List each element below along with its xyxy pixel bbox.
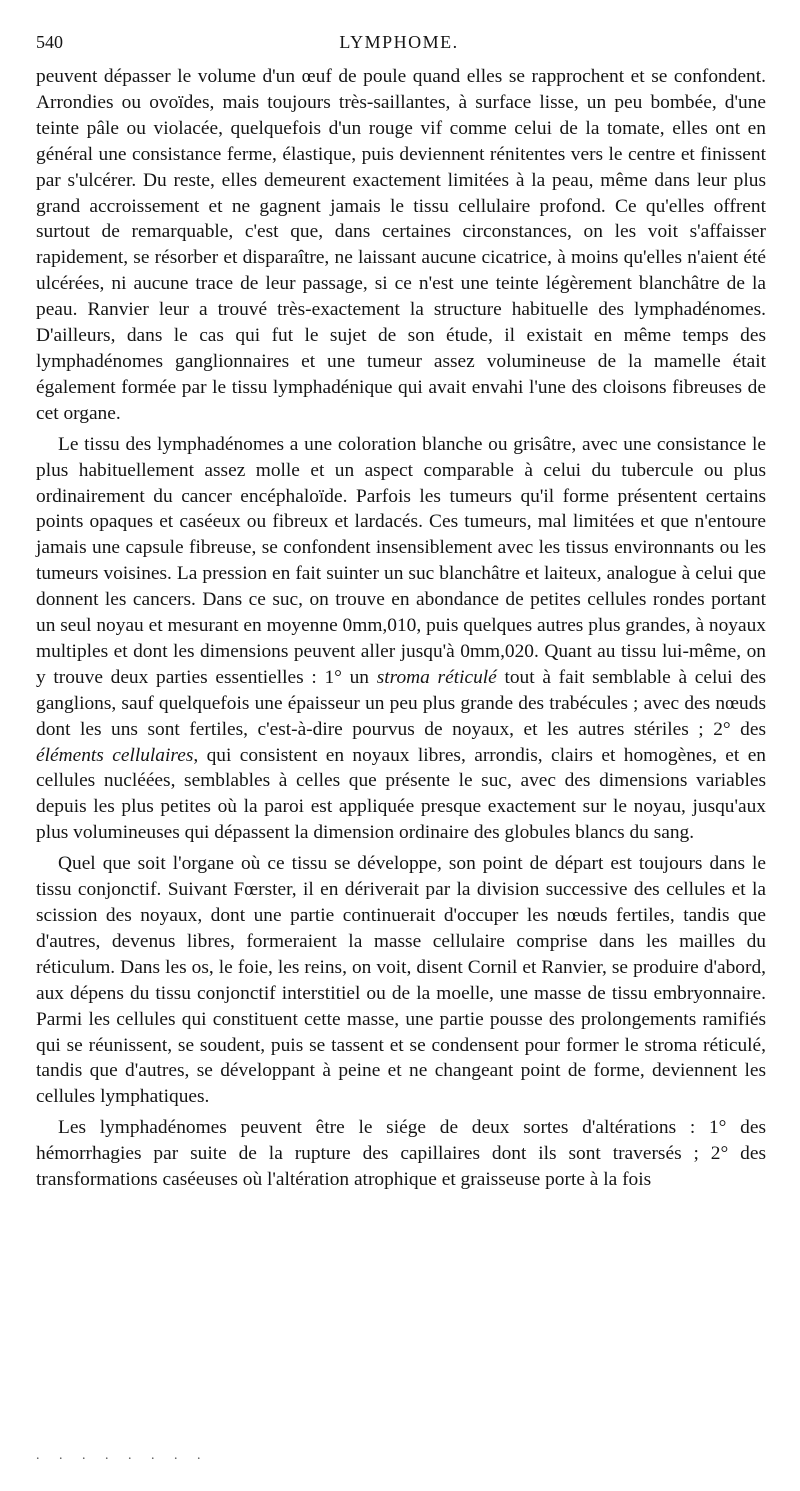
- text-run: peuvent dépasser le volume d'un œuf de poule quand elles se rapprochent et se confondent. Arrondies ou ovoïdes, mais toujours très-saillantes, à surface lisse, un peu bombée, d'une teinte pâle ou violacée, quelquefois d'un rouge vif comme celui de la tomate, elles ont en général une consistance ferme, élastique, puis deviennent rénitentes vers le centre et finissent par s'ulcérer. Du reste, elles demeurent exactement limitées à la peau, même dans leur plus grand accroissement et ne gagnent jamais le tissu cellulaire profond. Ce qu'elles offrent surtout de remarquable, c'est que, dans certaines circonstances, on les voit s'affaisser rapidement, se résorber et disparaître, ne laissant aucune cicatrice, à moins qu'elles n'aient été ulcérées, ni aucune trace de leur passage, si ce n'est une teinte légèrement blanchâtre de la peau. Ranvier leur a trouvé très-exactement la structure habituelle des lymphadénomes. D'ailleurs, dans le cas qui fut le sujet de son étude, il existait en même temps des lymphadénomes ganglionnaires et une tumeur assez volumineuse de la mamelle était également formée par le tissu lymphadénique qui avait envahi l'une des cloisons fibreuses de cet organe.: [36, 66, 766, 424]
- text-run: tout à fait semblable à celui des ganglions, sauf quelquefois une épaisseur un peu plus grande des trabécules ; avec des nœuds dont les uns sont fertiles, c'est-à-dire pourvus de noyaux, et les autres stériles ; 2° des: [36, 666, 766, 740]
- italic-term-elements: éléments cellulaires: [36, 744, 194, 766]
- page-header: [36, 26, 762, 62]
- text-run: Quel que soit l'organe où ce tissu se développe, son point de départ est toujours dans le tissu conjonctif. Suivant Fœrster, il en dériverait par la division successive des cellules et la scission des noyaux, dont une partie continuerait d'occuper les nœuds fertiles, tandis que d'autres, devenus libres, formeraient la masse cellulaire comprise dans les mailles du réticulum. Dans les os, le foie, les reins, on voit, disent Cornil et Ranvier, se produire d'abord, aux dépens du tissu conjonctif interstitiel ou de la moelle, une masse de tissu embryonnaire. Parmi les cellules qui constituent cette masse, une partie pousse des prolongements ramifiés qui se réunissent, se soudent, puis se tassent et se condensent pour former le stroma réticulé, tandis que d'autres, se développant à peine et ne changeant point de forme, deviennent les cellules lymphatiques.: [36, 853, 766, 1108]
- footer-dots: . . . . . . . .: [36, 1448, 209, 1463]
- italic-term-stroma: stroma réticulé: [376, 666, 497, 688]
- body-text: [36, 64, 766, 1198]
- page-number: 540: [36, 32, 63, 52]
- text-run: Le tissu des lymphadénomes a une coloration blanche ou grisâtre, avec une consistance le plus habituellement assez molle et un aspect comparable à celui du tubercule ou plus ordinairement du cancer encéphaloïde. Parfois les tumeurs qu'il forme présentent certains points opaques et caséeux ou fibreux et lardacés. Ces tumeurs, mal limitées et que n'entoure jamais une capsule fibreuse, se confondent insensiblement avec les tissus environnants ou les tumeurs voisines. La pression en fait suinter un suc blanchâtre et laiteux, analogue à celui que donnent les cancers. Dans ce suc, on trouve en abondance de petites cellules rondes portant un seul noyau et mesurant en moyenne 0mm,010, puis quelques autres plus grandes, à noyaux multiples et dont les dimensions peuvent aller jusqu'à 0mm,020. Quant au tissu lui-même, on y trouve deux parties essentielles : 1° un: [36, 433, 766, 688]
- running-title: LYMPHOME.: [339, 32, 459, 52]
- paragraph: [36, 851, 766, 1110]
- text-run: Les lymphadénomes peuvent être le siége de deux sortes d'altérations : 1° des hémorrhagies par suite de la rupture des capillaires dont ils sont traversés ; 2° des transformations caséeuses où l'altération atrophique et graisseuse porte à la fois: [36, 1117, 766, 1191]
- paragraph: [36, 1115, 766, 1193]
- paragraph: [36, 64, 766, 427]
- paragraph: [36, 432, 766, 847]
- text-run: , qui consistent en noyaux libres, arrondis, clairs et homogènes, et en cellules nucléées, semblables à celles que présente le suc, avec des dimensions variables depuis les plus petites où la paroi est appliquée presque exactement sur le noyau, jusqu'aux plus volumineuses qui dépassent la dimension ordinaire des globules blancs du sang.: [36, 744, 766, 844]
